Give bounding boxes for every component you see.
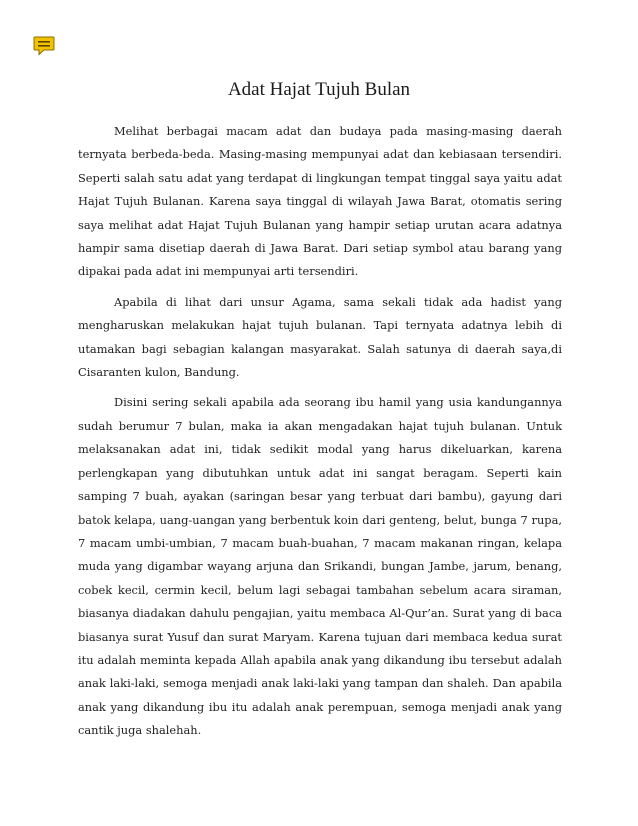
paragraph-1: Melihat berbagai macam adat dan budaya pada masing-masing daerah ternyata berbeda-beda. Masing-masing mempunyai adat dan kebiasaan tersendiri. Seperti salah satu adat yang terdapat di lingkungan tempat tinggal saya yaitu adat Hajat Tujuh Bulanan. Karena saya tinggal di wilayah Jawa Barat, otomatis sering saya melihat adat Hajat Tujuh Bulanan yang hampir setiap urutan acara adatnya hampir sama disetiap daerah di Jawa Barat. Dari setiap symbol atau barang yang dipakai pada adat ini mempunyai arti tersendiri. [78, 124, 562, 279]
note-comment-icon[interactable] [33, 36, 55, 56]
paragraph-2: Apabila di lihat dari unsur Agama, sama sekali tidak ada hadist yang mengharuskan melakukan hajat tujuh bulanan. Tapi ternyata adatnya lebih di utamakan bagi sebagian kalangan masyarakat. Salah satunya di daerah saya,di Cisaranten kulon, Bandung. [78, 294, 562, 380]
document-body [78, 120, 562, 750]
paragraph-3: Disini sering sekali apabila ada seorang ibu hamil yang usia kandungannya sudah berumur 7 bulan, maka ia akan mengadakan hajat tujuh bulanan. Untuk melaksanakan adat ini, tidak sedikit modal yang harus dikeluarkan, karena perlengkapan yang dibutuhkan untuk adat ini sangat beragam. Seperti kain samping 7 buah, ayakan (saringan besar yang terbuat dari bambu), gayung dari batok kelapa, uang-uangan yang berbentuk koin dari genteng, belut, bunga 7 rupa, 7 macam umbi-umbian, 7 macam buah-buahan, 7 macam makanan ringan, kelapa muda yang digambar wayang arjuna dan Srikandi, bungan Jambe, jarum, benang, cobek kecil, cermin kecil, belum lagi sebagai tambahan sebelum acara siraman, biasanya diadakan dahulu pengajian, yaitu membaca Al-Qur’an. Surat yang di baca biasanya surat Yusuf dan surat Maryam. Karena tujuan dari membaca kedua surat itu adalah meminta kepada Allah apabila anak yang dikandung ibu tersebut adalah anak laki-laki, semoga menjadi anak laki-laki yang tampan dan shaleh. Dan apabila anak yang dikandung ibu itu adalah anak perempuan, semoga menjadi anak yang cantik juga shalehah. [78, 395, 562, 738]
page-title: Adat Hajat Tujuh Bulan [227, 79, 411, 100]
